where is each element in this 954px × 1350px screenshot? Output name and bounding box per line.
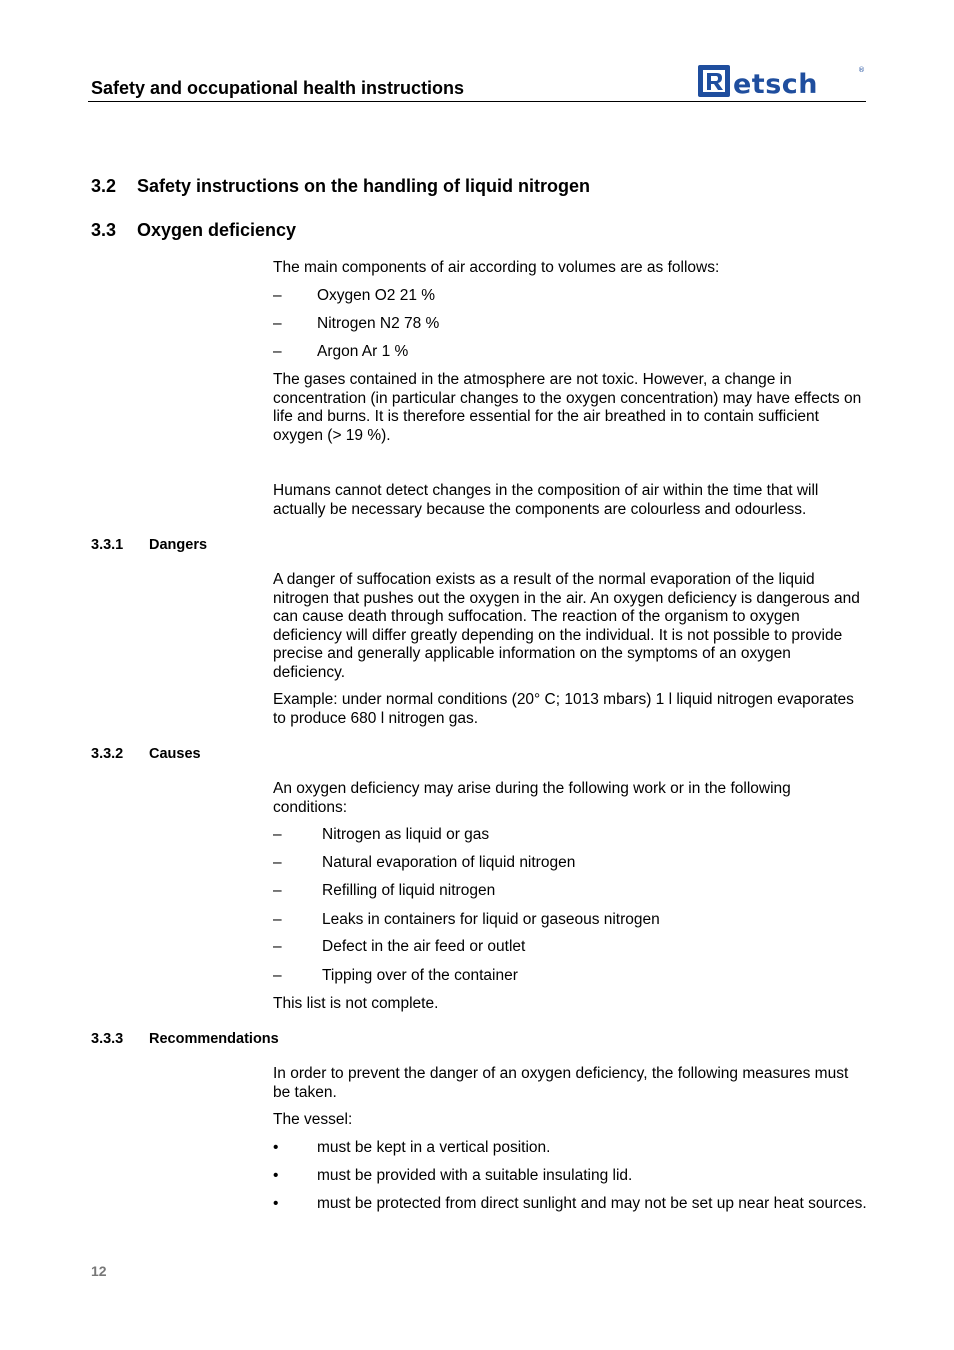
recommendations-vessel-label: The vessel: [273, 1111, 353, 1128]
oxygen-paragraph-toxicity: The gases contained in the atmosphere are not toxic. However, a change in concentration (in particular changes to the oxygen concentration) may have effects on life and burns. It is therefore essential for the air breathed in to contain sufficient oxygen (> 19 %). [273, 371, 862, 444]
dangers-example: Example: under normal conditions (20° C; 1013 mbars) 1 l liquid nitrogen evaporates to produce 680 l nitrogen gas. [273, 691, 854, 727]
subsection-number: 3.3.2 [91, 746, 124, 762]
section-title: Oxygen deficiency [137, 220, 297, 240]
list-item-text: must be provided with a suitable insulating lid. [317, 1167, 633, 1184]
oxygen-paragraph-detection: Humans cannot detect changes in the composition of air within the time that will actually be necessary because the components are colourless and odourless. [273, 482, 819, 518]
subsection-number: 3.3.3 [91, 1031, 124, 1047]
bullet-marker: • [273, 1139, 279, 1156]
dash-marker: – [273, 938, 282, 955]
subsection-title: Recommendations [149, 1031, 279, 1047]
svg-text:®: ® [858, 66, 865, 74]
bullet-marker: • [273, 1195, 279, 1212]
bullet-marker: • [273, 1167, 279, 1184]
retsch-logo [697, 62, 867, 100]
list-item-text: Defect in the air feed or outlet [322, 938, 526, 955]
dash-marker: – [273, 911, 282, 928]
dangers-paragraph: A danger of suffocation exists as a result of the normal evaporation of the liquid nitrogen that pushes out the oxygen in the air. An oxygen deficiency is dangerous and can cause death through suffocation. The reaction of the organism to oxygen deficiency will differ greatly depending on the individual. It is not possible to provide precise and generally applicable information on the symptoms of an oxygen deficiency. [273, 571, 860, 681]
dash-marker: – [273, 826, 282, 843]
subsection-title: Dangers [149, 537, 208, 553]
causes-outro: This list is not complete. [273, 995, 439, 1012]
svg-text:etsch: etsch [733, 69, 819, 100]
subsection-title: Causes [149, 746, 201, 762]
section-title: Safety instructions on the handling of liquid nitrogen [137, 176, 590, 196]
page-number: 12 [91, 1263, 107, 1279]
list-item-text: Tipping over of the container [322, 967, 518, 984]
causes-intro: An oxygen deficiency may arise during the following work or in the following conditions: [273, 780, 791, 816]
dash-marker: – [273, 882, 282, 899]
list-item-text: Nitrogen as liquid or gas [322, 826, 490, 843]
subsection-number: 3.3.1 [91, 537, 124, 553]
list-item-text: Refilling of liquid nitrogen [322, 882, 496, 899]
dash-marker: – [273, 967, 282, 984]
list-item-text: Leaks in containers for liquid or gaseous nitrogen [322, 911, 660, 928]
dash-marker: – [273, 315, 282, 332]
list-item-text: Natural evaporation of liquid nitrogen [322, 854, 576, 871]
recommendations-intro: In order to prevent the danger of an oxygen deficiency, the following measures must be taken. [273, 1065, 849, 1101]
list-item-text: Nitrogen N2 78 % [317, 315, 440, 332]
header-divider [88, 101, 866, 102]
dash-marker: – [273, 343, 282, 360]
list-item-text: must be kept in a vertical position. [317, 1139, 551, 1156]
list-item-text: Argon Ar 1 % [317, 343, 409, 360]
list-item-text: Oxygen O2 21 % [317, 287, 436, 304]
dash-marker: – [273, 287, 282, 304]
section-number: 3.3 [91, 220, 117, 240]
section-number: 3.2 [91, 176, 117, 196]
oxygen-intro: The main components of air according to volumes are as follows: [273, 259, 720, 276]
list-item-text: must be protected from direct sunlight and may not be set up near heat sources. [317, 1195, 867, 1212]
page-header-title: Safety and occupational health instructions [91, 78, 465, 98]
dash-marker: – [273, 854, 282, 871]
